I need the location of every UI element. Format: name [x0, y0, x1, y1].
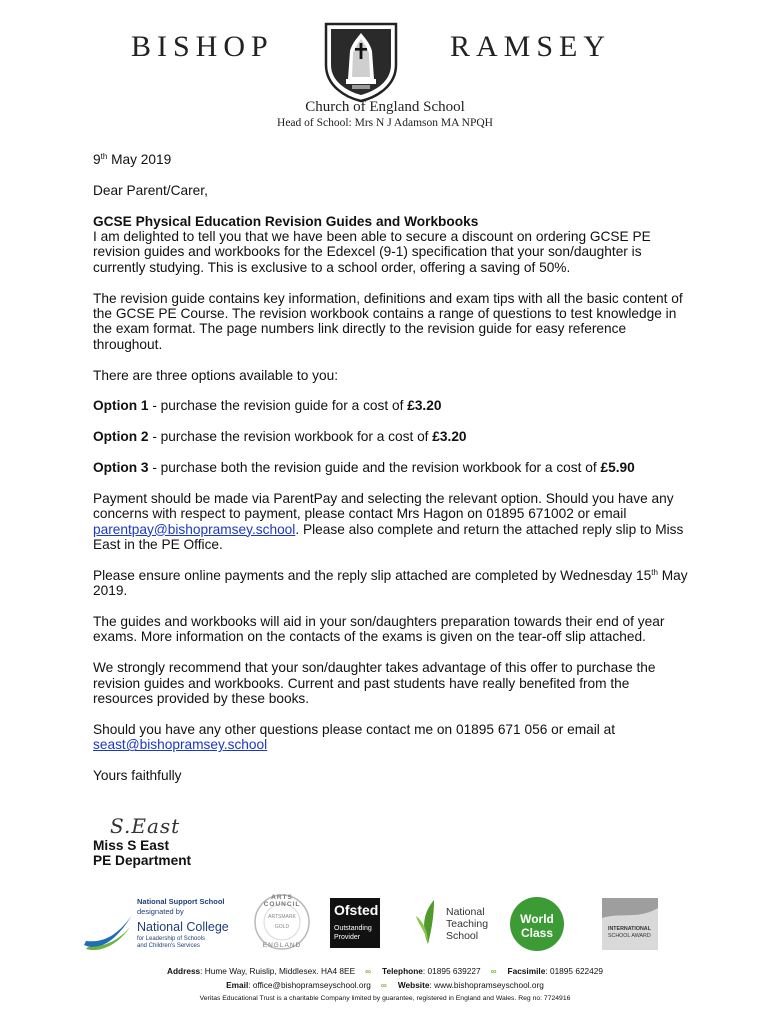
paragraph-deadline: Please ensure online payments and the reply slip attached are completed by Wednesday 15th May 2019.	[93, 567, 688, 599]
head-of-school: Head of School: Mrs N J Adamson MA NPQH	[277, 117, 493, 129]
paragraph-contents: The revision guide contains key information, definitions and exam tips with all the basic content of the GCSE PE Course. The revision workbook contains a range of questions to test knowledge in the exam format. The page numbers link directly to the revision guide for easy reference throughout.	[93, 290, 683, 352]
international-school-award-logo	[602, 898, 658, 950]
isa-line2: SCHOOL AWARD	[608, 933, 651, 939]
salutation: Dear Parent/Carer,	[93, 182, 208, 198]
arts-bottom: ENGLAND	[262, 942, 302, 949]
school-name-right: RAMSEY	[450, 30, 612, 63]
ncs-small1: for Leadership of Schools	[137, 936, 206, 942]
signature: S.East	[110, 814, 181, 838]
leaf-icon	[414, 896, 444, 946]
paragraph-payment: Payment should be made via ParentPay and selecting the relevant option. Should you have any concerns with respect to payment, please contact Mrs Hagon on 01895 671002 or email parentpay@bishopramsey.school. Please also complete and return the attached reply slip to Miss East in the PE Office.	[93, 490, 684, 553]
ofsted-title: Ofsted	[334, 902, 379, 918]
ncs-small2: and Children's Services	[137, 943, 200, 949]
ofsted-line2: Provider	[334, 934, 361, 941]
footer-trust-notice: Veritas Educational Trust is a charitable Company limited by guarantee, registered in England and Wales. Reg no: 7724916	[199, 995, 571, 1002]
nts-line2: Teaching	[446, 918, 489, 930]
world-class-logo	[510, 897, 564, 951]
school-subtitle: Church of England School	[305, 99, 465, 115]
world-class-line2: Class	[520, 926, 554, 940]
arts-top: ARTS COUNCIL	[263, 894, 301, 908]
ofsted-line1: Outstanding	[334, 925, 372, 932]
nts-line1: National	[446, 906, 485, 918]
letter-date: 9th May 2019	[93, 152, 172, 167]
signer-name: Miss S East	[93, 838, 170, 853]
nts-line3: School	[446, 930, 479, 942]
arts-council-logo	[244, 892, 320, 952]
signer-department: PE Department	[93, 853, 192, 869]
paragraph-guides-aid: The guides and workbooks will aid in your son/daughters preparation towards their end of year exams. More information on the contacts of the exams is given on the tear-off slip attached.	[93, 614, 665, 645]
paragraph-recommend: We strongly recommend that your son/daughter takes advantage of this offer to purchase the revision guides and workbooks. Current and past students have really benefited from the resources provided by these books.	[93, 660, 656, 707]
letter-body	[93, 152, 693, 783]
signer-block	[93, 838, 693, 869]
separator-dots-icon: ∞	[490, 966, 498, 976]
separator-dots-icon: ∞	[365, 966, 373, 976]
world-class-line1: World	[520, 912, 554, 926]
footer-contact-line2: Email: office@bishopramseyschool.org ∞ Website: www.bishopramseyschool.org	[226, 980, 544, 990]
parentpay-email-link[interactable]: parentpay@bishopramsey.school	[93, 521, 296, 537]
option-1: Option 1 - purchase the revision guide for a cost of £3.20	[93, 398, 442, 414]
school-name-left: BISHOP	[131, 30, 274, 63]
paragraph-discount: I am delighted to tell you that we have been able to secure a discount on ordering GCSE PE revision guides and workbooks for the Edexcel (9-1) specification that your son/daughter is currently studying. This is exclusive to a school order, offering a saving of 50%.	[93, 229, 651, 275]
ofsted-logo	[330, 898, 380, 948]
closing: Yours faithfully	[93, 768, 182, 784]
footer-contact-line1: Address: Hume Way, Ruislip, Middlesex. HA4 8EE ∞ Telephone: 01895 639227 ∞ Facsimile: 01895 622429	[166, 966, 604, 976]
letter-heading: GCSE Physical Education Revision Guides and Workbooks	[93, 213, 479, 229]
separator-dots-icon: ∞	[380, 980, 388, 990]
arts-mid1: ARTSMARK	[268, 914, 296, 920]
option-3: Option 3 - purchase both the revision guide and the revision workbook for a cost of £5.90	[93, 460, 635, 476]
ncs-big: National College	[137, 920, 229, 934]
national-college-swoosh-icon	[82, 905, 134, 953]
ncs-line1: National Support School	[137, 897, 225, 906]
award-stripe-icon	[602, 898, 658, 920]
school-crest-icon	[322, 21, 400, 103]
arts-mid2: GOLD	[274, 924, 290, 930]
option-2: Option 2 - purchase the revision workbook for a cost of £3.20	[93, 429, 467, 445]
paragraph-options-intro: There are three options available to you:	[93, 367, 339, 383]
teacher-email-link[interactable]: seast@bishopramsey.school	[93, 737, 268, 753]
isa-line1: INTERNATIONAL	[608, 926, 651, 932]
national-teaching-school-logo	[414, 896, 498, 948]
national-college-logo	[82, 897, 232, 955]
paragraph-questions: Should you have any other questions please contact me on 01895 671 056 or email at seast@bishopramsey.school	[93, 721, 616, 753]
ncs-line2: designated by	[137, 907, 184, 916]
